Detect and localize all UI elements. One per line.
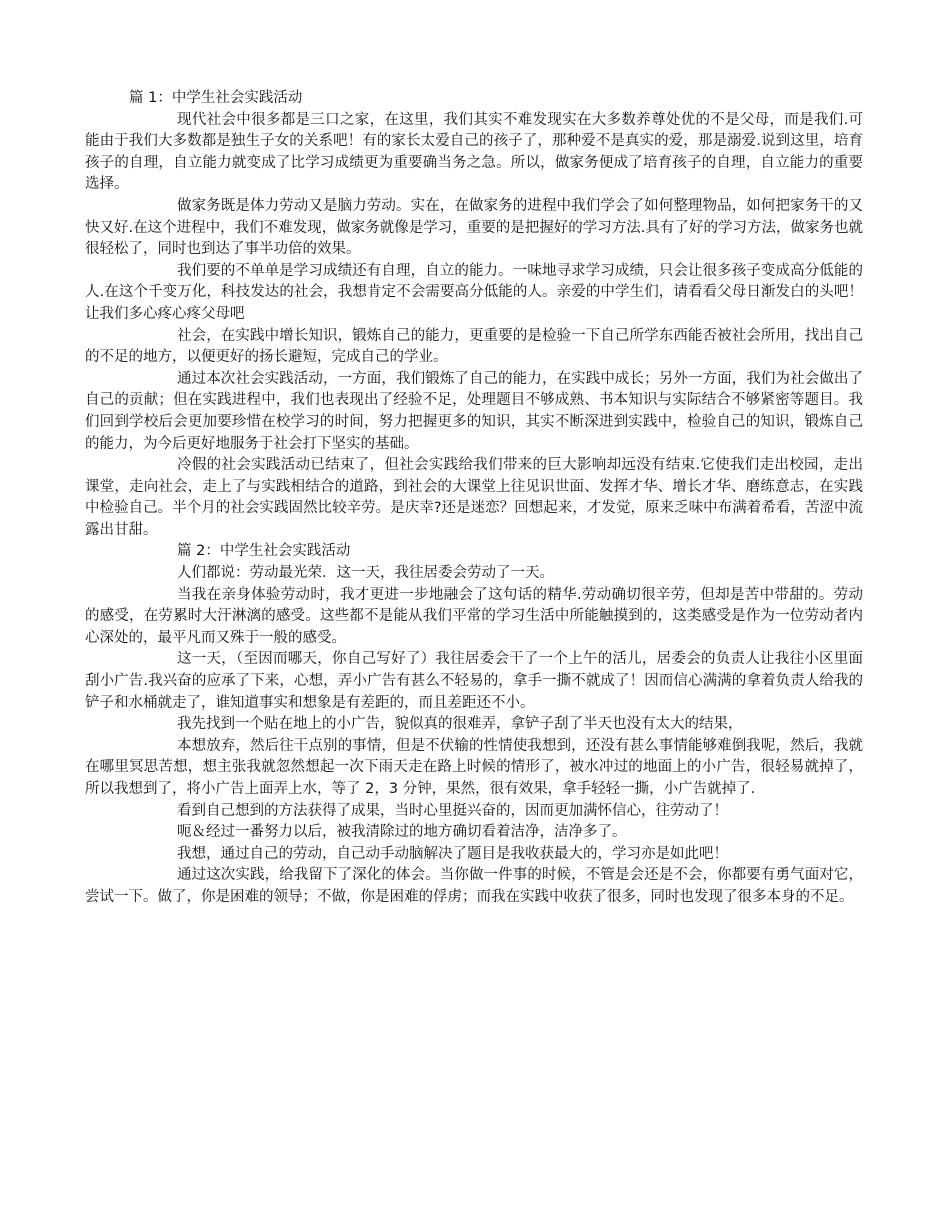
paragraph: 通过这次实践，给我留下了深化的体会。当你做一件事的时候，不管是会还是不会，你都要有勇气面对它，尝试一下。做了，你是困难的领导；不做，你是困难的俘虏；而我在实践中收获了很多，同时也发现了很多本身的不足。: [85, 867, 863, 905]
section-heading-1: 篇 1：中学生社会实践活动: [129, 90, 303, 106]
paragraph: 人们都说：劳动最光荣．这一天，我往居委会劳动了一天。: [177, 565, 554, 582]
paragraph: 当我在亲身体验劳动时，我才更进一步地融会了这句话的精华.劳动确切很辛劳，但却是苦中带甜的。劳动的感受，在劳累时大汗淋漓的感受。这些都不是能从我们平常的学习生活中所能触摸到的，这类感受是作为一位劳动者内心深处的，最平凡而又殊于一般的感受。: [85, 586, 863, 646]
paragraph: 做家务既是体力劳动又是脑力劳动。实在，在做家务的进程中我们学会了如何整理物品，如何把家务干的又快又好.在这个进程中，我们不难发现，做家务就像是学习，重要的是把握好的学习方法.具有了好的学习方法，做家务也就很轻松了，同时也到达了事半功倍的效果。: [85, 197, 863, 258]
document-body: [85, 88, 863, 909]
paragraph: 我先找到一个贴在地上的小广告，貌似真的很难弄，拿铲子刮了半天也没有太大的结果，: [177, 716, 743, 733]
paragraph: 看到自己想到的方法获得了成果，当时心里挺兴奋的，因而更加满怀信心，往劳动了！: [177, 802, 728, 819]
paragraph: 呃＆经过一番努力以后，被我清除过的地方确切看着洁净，洁净多了。: [177, 824, 627, 841]
paragraph: 我想，通过自己的劳动，自己动手动脑解决了题目是我收获最大的，学习亦是如此吧！: [177, 845, 728, 862]
paragraph: 社会，在实践中增长知识，锻炼自己的能力，更重要的是检验一下自己所学东西能否被社会所用，找出自己的不足的地方，以便更好的扬长避短，完成自己的学业。: [85, 327, 863, 366]
paragraph: 这一天，（至因而哪天，你自己写好了）我往居委会干了一个上午的活儿，居委会的负责人让我往小区里面刮小广告.我兴奋的应承了下来，心想，弄小广告有甚么不轻易的，拿手一撕不就成了！因而信心满满的拿着负责人给我的铲子和水桶就走了，谁知道事实和想象是有差距的，而且差距还不小。: [85, 651, 863, 711]
paragraph: 冷假的社会实践活动已结束了，但社会实践给我们带来的巨大影响却远没有结束.它使我们走出校园，走出课堂，走向社会，走上了与实践相结合的道路，到社会的大课堂上往见识世面、发挥才华、增长才华、磨练意志，在实践中检验自己。半个月的社会实践固然比较辛劳。是庆幸?还是迷恋？回想起来，才发觉，原来乏味中布满着希看，苦涩中流露出甘甜。: [85, 457, 863, 538]
paragraph: 本想放弃，然后往干点别的事情，但是不伏输的性情使我想到，还没有甚么事情能够难倒我呢，然后，我就在哪里冥思苦想，想主张我就忽然想起一次下雨天走在路上时候的情形了，被水冲过的地面上的小广告，很轻易就掉了，所以我想到了，将小广告上面弄上水，等了 2，3 分钟，果然，很有效果，拿手轻轻一撕，小广告就掉了.: [85, 737, 863, 797]
paragraph: 现代社会中很多都是三口之家，在这里，我们其实不难发现实在大多数养尊处优的不是父母，而是我们.可能由于我们大多数都是独生子女的关系吧！有的家长太爱自己的孩子了，那种爱不是真实的爱，那是溺爱.说到这里，培育孩子的自理，自立能力就变成了比学习成绩更为重要确当务之急。所以，做家务便成了培育孩子的自理，自立能力的重要选择。: [85, 111, 863, 193]
section-heading-2: 篇 2：中学生社会实践活动: [177, 543, 351, 560]
paragraph: 通过本次社会实践活动，一方面，我们锻炼了自己的能力，在实践中成长；另外一方面，我们为社会做出了自己的贡献；但在实践进程中，我们也表现出了经验不足，处理题目不够成熟、书本知识与实际结合不够紧密等题目。我们回到学校后会更加要珍惜在校学习的时间，努力把握更多的知识，其实不断深进到实践中，检验自己的知识，锻炼自己的能力，为今后更好地服务于社会打下坚实的基础。: [85, 370, 863, 452]
paragraph: 我们要的不单单是学习成绩还有自理，自立的能力。一味地寻求学习成绩，只会让很多孩子变成高分低能的人.在这个千变万化，科技发达的社会，我想肯定不会需要高分低能的人。亲爱的中学生们，请看看父母日渐发白的头吧！让我们多心疼心疼父母吧: [85, 262, 863, 322]
